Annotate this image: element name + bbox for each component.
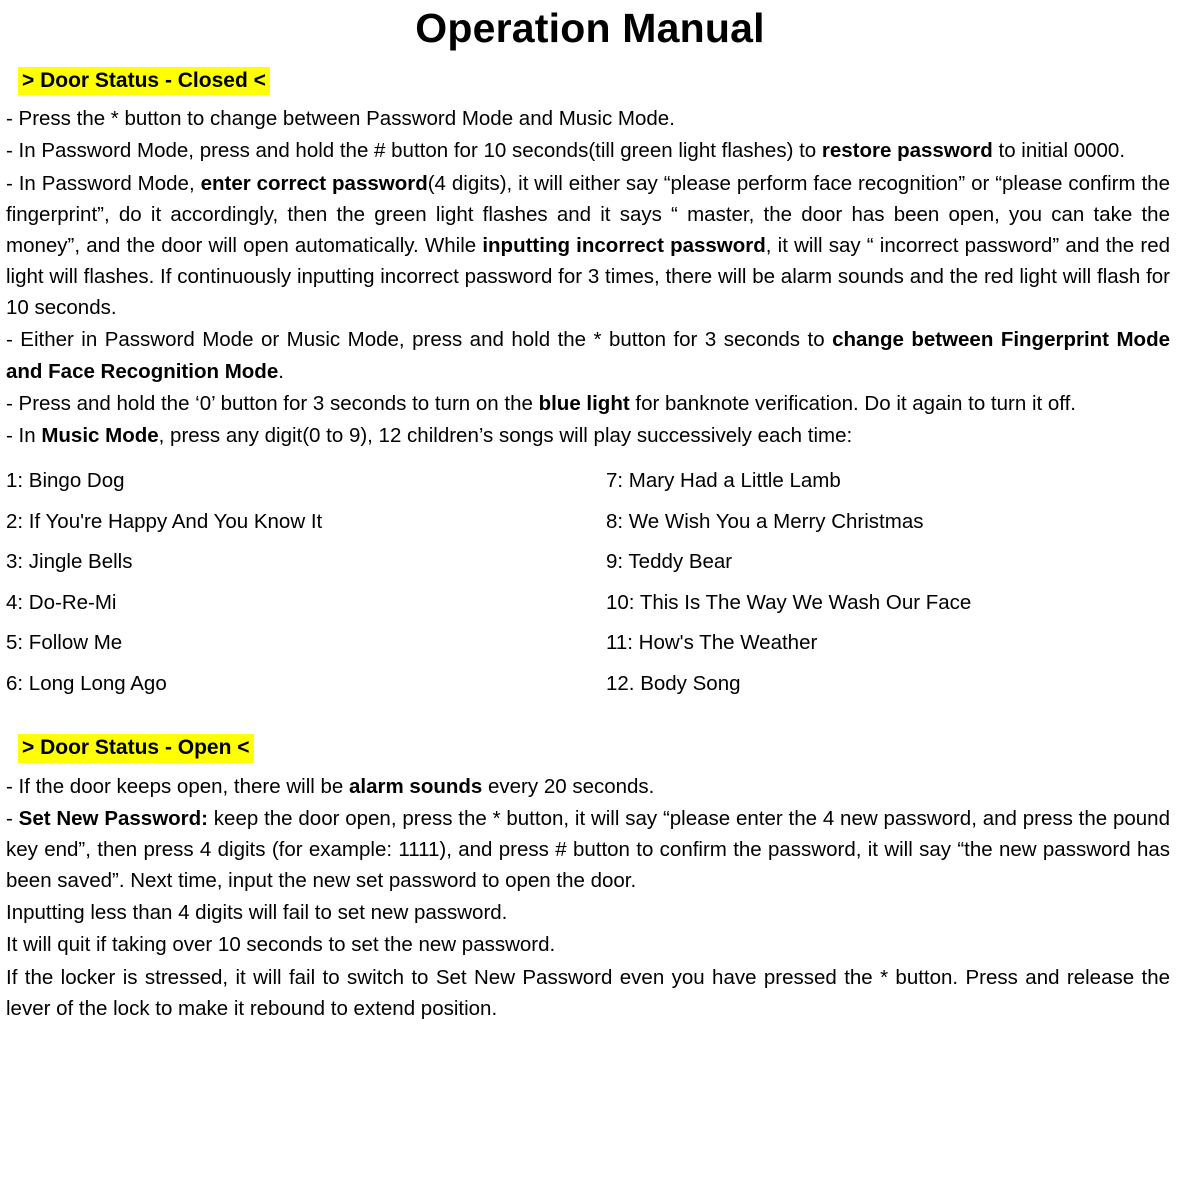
song-column-left: [6, 461, 590, 704]
paragraph: - Set New Password: keep the door open, press the * button, it will say “please enter the 4 new password, and press the pound key end”, then press 4 digits (for example: 1111), and press # button to confirm the password, it will say “the new password has been saved”. Next time, input the new set password to open the door.: [6, 806, 1170, 893]
list-item: 9: Teddy Bear: [606, 550, 733, 574]
paragraph: - Press the * button to change between Password Mode and Music Mode.: [6, 107, 675, 131]
list-item: 7: Mary Had a Little Lamb: [606, 469, 841, 492]
list-item: 2: If You're Happy And You Know It: [6, 509, 323, 533]
paragraph: - In Password Mode, enter correct password(4 digits), it will either say “please perform face recognition” or “please confirm the fingerprint”, do it accordingly, then the green light flashes and it says “ master, the door has been open, you can take the money”, and the door will open automatically. While inputting incorrect password, it will say “ incorrect password” and the red light will flashes. If continuously inputting incorrect password for 3 times, there will be alarm sounds and the red light will flash for 10 seconds.: [6, 171, 1171, 320]
section-heading-door-closed: > Door Status - Closed <: [18, 67, 270, 95]
song-column-right: [590, 461, 1174, 704]
list-item: 11: How's The Weather: [606, 631, 818, 655]
paragraph: - Press and hold the ‘0’ button for 3 seconds to turn on the blue light for banknote verification. Do it again to turn it off.: [6, 391, 1077, 415]
list-item: 5: Follow Me: [6, 631, 123, 655]
section-heading-wrap: [6, 67, 1174, 103]
paragraph: - If the door keeps open, there will be alarm sounds every 20 seconds.: [6, 774, 655, 798]
song-list: [6, 461, 1174, 704]
list-item: 12. Body Song: [606, 671, 741, 695]
section-door-open: [6, 734, 1174, 1023]
paragraph: - In Password Mode, press and hold the # button for 10 seconds(till green light flashes) to restore password to initial 0000.: [6, 139, 1126, 163]
section-heading-wrap: [6, 734, 1174, 770]
list-item: 8: We Wish You a Merry Christmas: [606, 509, 924, 533]
list-item: 3: Jingle Bells: [6, 550, 133, 574]
paragraph: Inputting less than 4 digits will fail to set new password.: [6, 901, 508, 925]
page-title: Operation Manual: [415, 5, 765, 51]
section-heading-door-open: > Door Status - Open <: [18, 734, 254, 762]
paragraph: - Either in Password Mode or Music Mode, press and hold the * button for 3 seconds to change between Fingerprint Mode and Face Recognition Mode.: [6, 328, 1170, 383]
list-item: 1: Bingo Dog: [6, 469, 125, 492]
paragraph: It will quit if taking over 10 seconds to set the new password.: [6, 933, 556, 957]
list-item: 4: Do-Re-Mi: [6, 590, 117, 614]
section-spacer: [6, 708, 1174, 734]
list-item: 10: This Is The Way We Wash Our Face: [606, 590, 972, 614]
paragraph: If the locker is stressed, it will fail to switch to Set New Password even you have pressed the * button. Press and release the lever of the lock to make it rebound to extend position.: [6, 965, 1170, 1020]
list-item: 6: Long Long Ago: [6, 671, 167, 695]
paragraph: - In Music Mode, press any digit(0 to 9), 12 children’s songs will play successively each time:: [6, 423, 853, 447]
section-door-closed: [6, 67, 1174, 704]
